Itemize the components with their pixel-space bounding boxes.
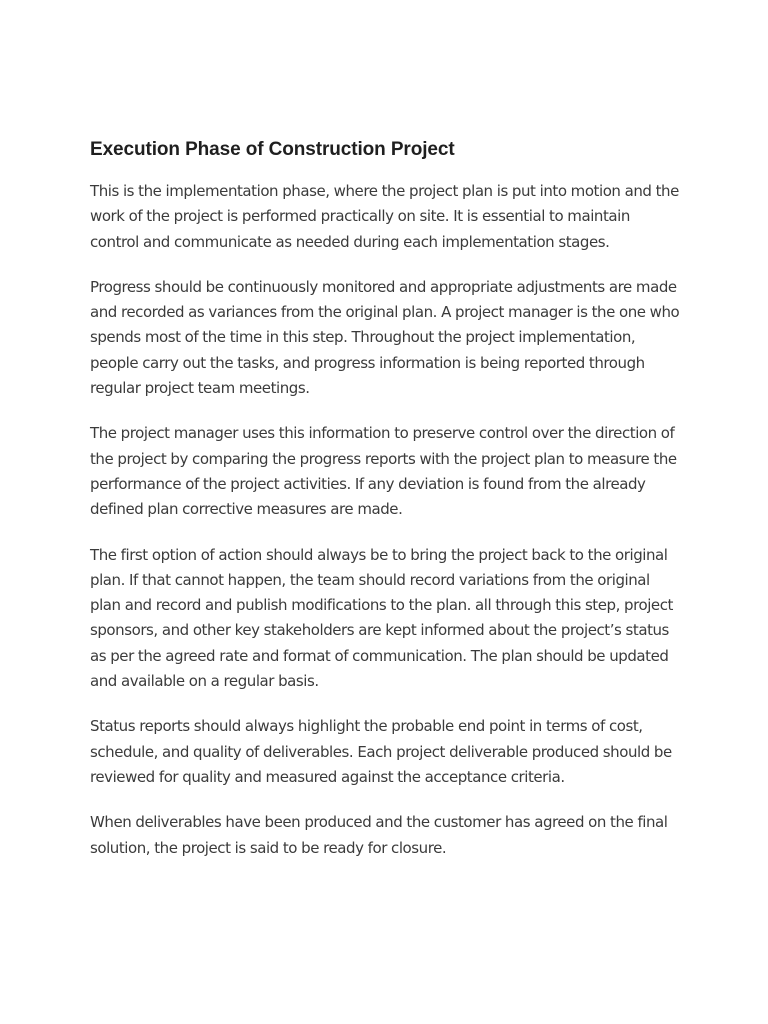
page-title: Execution Phase of Construction Project — [90, 139, 455, 160]
paragraph-6: When deliverables have been produced and the customer has agreed on the final solution, the project is said to be ready for closure. — [90, 813, 668, 857]
paragraph-2: Progress should be continuously monitored and appropriate adjustments are made and recorded as variances from the original plan. A project manager is the one who spends most of the time in this step. Throughout the project implementation, people carry out the tasks, and progress information is being reported through regular project team meetings. — [90, 277, 680, 398]
paragraph-4: The first option of action should always be to bring the project back to the original plan. If that cannot happen, the team should record variations from the original plan and record and publish modifications to the plan. all through this step, project sponsors, and other key stakeholders are kept informed about the project’s status as per the agreed rate and format of communication. The plan should be updated and available on a regular basis. — [90, 545, 673, 691]
paragraph-3: The project manager uses this information to preserve control over the direction of the project by comparing the progress reports with the project plan to measure the performance of the project activities. If any deviation is found from the already defined plan corrective measures are made. — [90, 424, 677, 519]
document-body — [90, 138, 680, 881]
paragraph-5: Status reports should always highlight the probable end point in terms of cost, schedule, and quality of deliverables. Each project deliverable produced should be reviewed for quality and measured against the acceptance criteria. — [90, 717, 672, 786]
paragraph-1: This is the implementation phase, where the project plan is put into motion and the work of the project is performed practically on site. It is essential to maintain control and communicate as needed during each implementation stages. — [90, 182, 679, 251]
